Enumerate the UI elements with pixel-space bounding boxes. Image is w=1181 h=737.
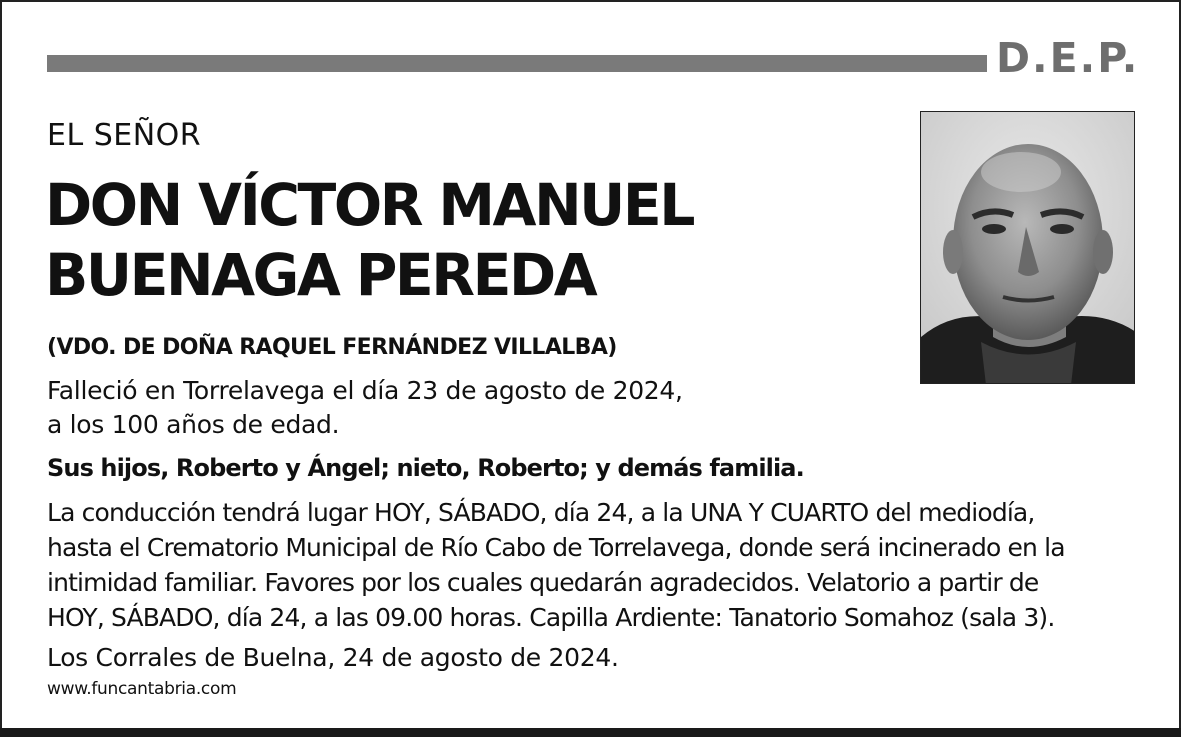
funeral-details-line: La conducción tendrá lugar HOY, SÁBADO, día 24, a la UNA Y CUARTO del mediodía, — [47, 498, 1035, 527]
intro-title: EL SEÑOR — [47, 118, 202, 153]
deceased-name-line-1: DON VÍCTOR MANUEL — [45, 171, 694, 239]
death-info — [47, 374, 683, 442]
funeral-details — [47, 495, 1137, 635]
place-date: Los Corrales de Buelna, 24 de agosto de 2024. — [47, 643, 619, 672]
funeral-details-line: intimidad familiar. Favores por los cuales quedarán agradecidos. Velatorio a partir de — [47, 568, 1039, 597]
funeral-details-line: HOY, SÁBADO, día 24, a las 09.00 horas. Capilla Ardiente: Tanatorio Somahoz (sala 3). — [47, 603, 1055, 632]
funeral-details-line: hasta el Crematorio Municipal de Río Cabo de Torrelavega, donde será incinerado en la — [47, 533, 1065, 562]
family-mourners: Sus hijos, Roberto y Ángel; nieto, Roberto; y demás familia. — [47, 454, 804, 482]
deceased-name — [45, 170, 693, 310]
widow-note: (VDO. DE DOÑA RAQUEL FERNÁNDEZ VILLALBA) — [47, 335, 617, 360]
deceased-name-line-2: BUENAGA PEREDA — [45, 241, 596, 309]
portrait-photo — [920, 111, 1135, 384]
website-link[interactable]: www.funcantabria.com — [47, 679, 237, 699]
death-info-line-1: Falleció en Torrelavega el día 23 de agosto de 2024, — [47, 376, 683, 405]
footer-rule — [0, 728, 1181, 737]
header-rule — [47, 55, 987, 72]
death-info-line-2: a los 100 años de edad. — [47, 410, 340, 439]
dep-label: D.E.P. — [996, 34, 1140, 82]
portrait-image — [921, 112, 1135, 384]
